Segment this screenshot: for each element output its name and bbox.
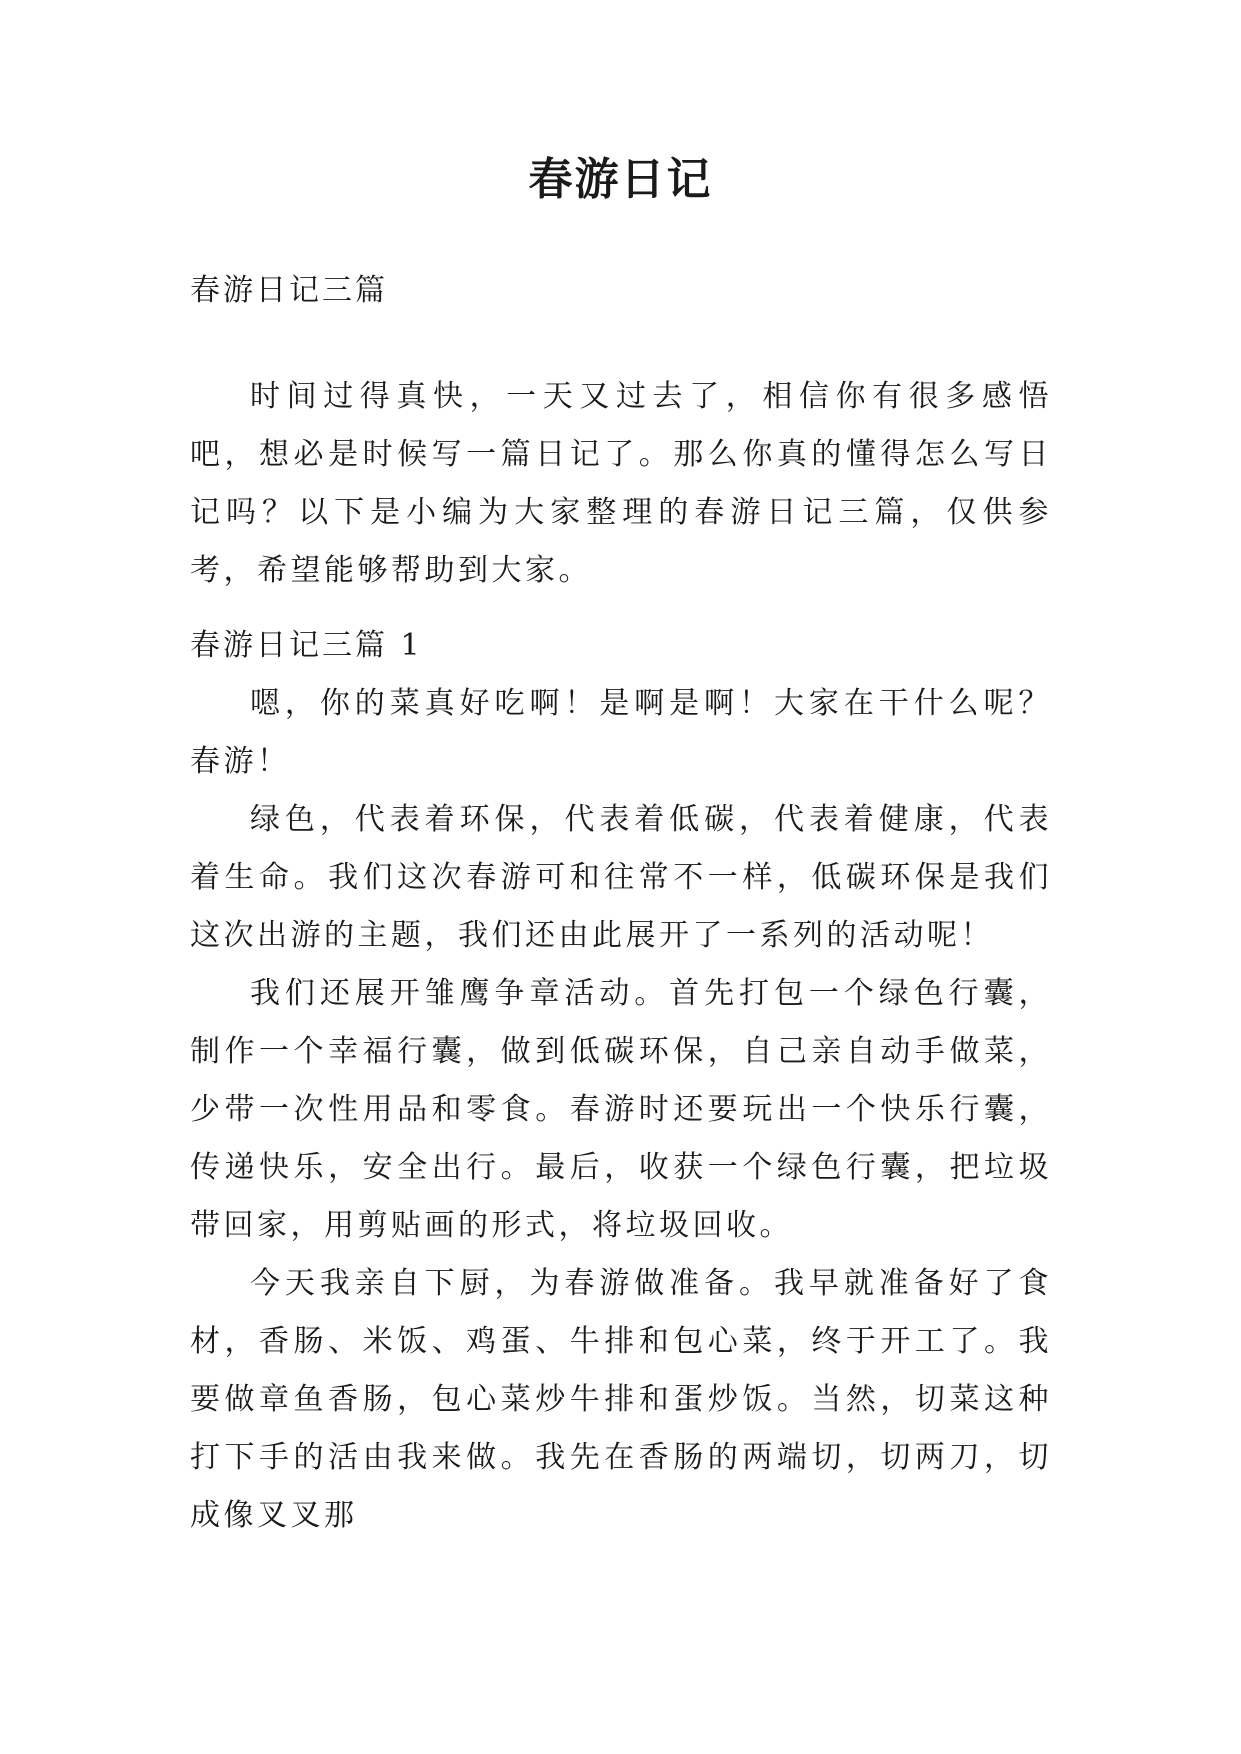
section-body <box>190 675 1052 1545</box>
body-paragraph-1: 嗯，你的菜真好吃啊！是啊是啊！大家在干什么呢？春游！ <box>190 686 1052 779</box>
document-title: 春游日记 <box>528 154 713 205</box>
intro-block <box>190 368 1052 600</box>
intro-paragraph: 时间过得真快，一天又过去了，相信你有很多感悟吧，想必是时候写一篇日记了。那么你真的懂得怎么写日记吗？以下是小编为大家整理的春游日记三篇，仅供参考，希望能够帮助到大家。 <box>190 379 1052 588</box>
body-paragraph-4: 今天我亲自下厨，为春游做准备。我早就准备好了食材，香肠、米饭、鸡蛋、牛排和包心菜，终于开工了。我要做章鱼香肠，包心菜炒牛排和蛋炒饭。当然，切菜这种打下手的活由我来做。我先在香肠的两端切，切两刀，切成像叉叉那 <box>190 1266 1052 1533</box>
section-heading: 春游日记三篇 1 <box>190 628 423 663</box>
document-subtitle: 春游日记三篇 <box>190 273 388 308</box>
body-paragraph-2: 绿色，代表着环保，代表着低碳，代表着健康，代表着生命。我们这次春游可和往常不一样，低碳环保是我们这次出游的主题，我们还由此展开了一系列的活动呢！ <box>190 802 1052 953</box>
body-paragraph-3: 我们还展开雏鹰争章活动。首先打包一个绿色行囊，制作一个幸福行囊，做到低碳环保，自己亲自动手做菜，少带一次性用品和零食。春游时还要玩出一个快乐行囊，传递快乐，安全出行。最后，收获一个绿色行囊，把垃圾带回家，用剪贴画的形式，将垃圾回收。 <box>190 976 1052 1243</box>
